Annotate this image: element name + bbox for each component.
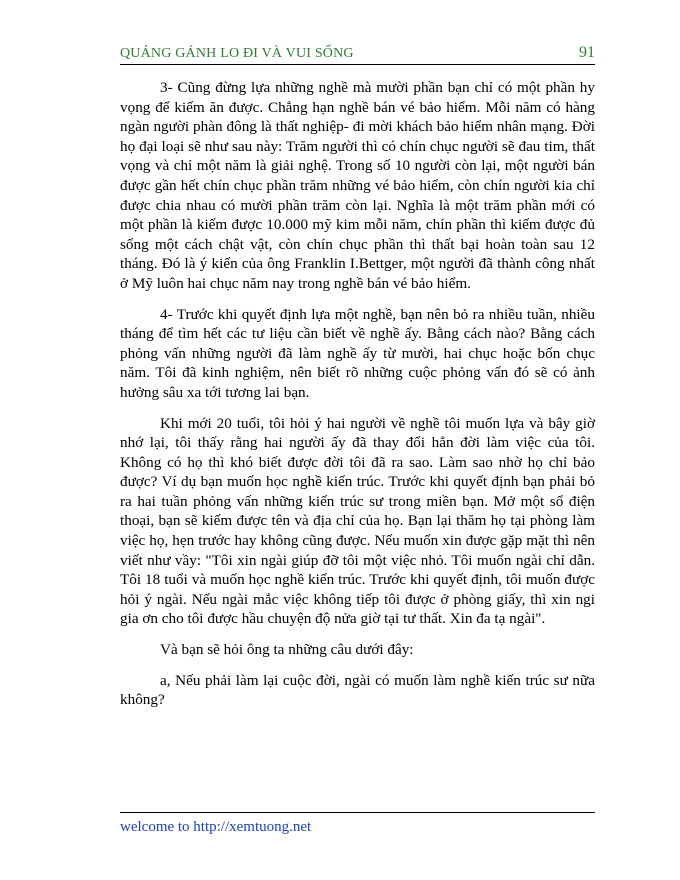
paragraph-questions-intro: Và bạn sẽ hỏi ông ta những câu dưới đây: <box>160 641 414 659</box>
paragraph-personal-experience: Khi mới 20 tuổi, tôi hỏi ý hai người về nghề tôi muốn lựa và bây giờ nhớ lại, tôi thấy rằng hai người ấy đã thay đổi hẳn đời làm việc của tôi. Không có họ thì khó biết được đời tôi đã ra sao. Làm sao nhờ họ chỉ bảo được? Ví dụ bạn muốn học nghề kiến trúc. Trước khi quyết định bạn phải bỏ ra hai tuần phỏng vấn những kiến trúc sư trong miền bạn. Mở một sổ điện thoại, bạn sẽ kiếm được tên và địa chỉ của họ. Bạn lại thăm họ tại phòng làm việc họ, hẹn trước hay không cũng được. Nếu muốn xin được gặp mặt thì nên viết như vầy: "Tôi xin ngài giúp đỡ tôi một việc nhỏ. Tôi muốn ngài chỉ dẫn. Tôi 18 tuổi và muốn học nghề kiến trúc. Trước khi quyết định, tôi muốn được hỏi ý ngài. Nếu ngài mắc việc không tiếp tôi được ở phòng giấy, thì xin ngi gia ơn cho tôi được hầu chuyện độ nửa giờ tại tư thất. Xin đa tạ ngài". <box>120 414 595 628</box>
page-header <box>120 38 595 65</box>
page-footer <box>120 812 595 836</box>
paragraph-point-4: 4- Trước khi quyết định lựa một nghề, bạn nên bỏ ra nhiều tuần, nhiều tháng để tìm hết các tư liệu cần biết về nghề ấy. Bằng cách nào? Bằng cách phỏng vấn những người đã làm nghề ấy từ mười, hai chục hoặc bốn chục năm. Tôi đã kinh nghiệm, nên biết rõ những cuộc phỏng vấn đó sẽ có ảnh hưởng sâu xa tới tương lai bạn. <box>120 305 595 401</box>
book-title: QUẢNG GÁNH LO ĐI VÀ VUI SỐNG <box>120 46 354 61</box>
paragraph-point-3: 3- Cũng đừng lựa những nghề mà mười phần bạn chỉ có một phần hy vọng để kiếm ăn được. Chẳng hạn nghề bán vé bảo hiểm. Mỗi năm có hàng ngàn người phàn đông là thất nghiệp- đi mời khách bảo hiểm nhân mạng. Đời họ đại loại sẽ như sau này: Trăm người thì có chín chục người sẽ đau tim, thất vọng và chỉ một năm là giải nghệ. Trong số 10 người còn lại, một người bán được gần hết chín chục phần trăm những vé bảo hiểm, còn chín người kia chỉ được chia nhau có mười phần trăm còn lại. Nghĩa là một trăm phần mới có một phần là kiếm được 10.000 mỹ kim mỗi năm, chín phần thì kiếm được đủ sống một cách chật vật, còn chín chục phần thì thất bại hoàn toàn sau 12 tháng. Đó là ý kiến của ông Franklin I.Bettger, một người đã thành công nhất ở Mỹ luôn hai chục năm nay trong nghề bán vé bảo hiểm. <box>120 79 595 292</box>
paragraph-question-a: a, Nếu phải làm lại cuộc đời, ngài có muốn làm nghề kiến trúc sư nữa không? <box>120 671 595 709</box>
page-body <box>120 78 595 721</box>
page-number: 91 <box>579 44 595 61</box>
footer-link[interactable]: welcome to http://xemtuong.net <box>120 819 312 835</box>
